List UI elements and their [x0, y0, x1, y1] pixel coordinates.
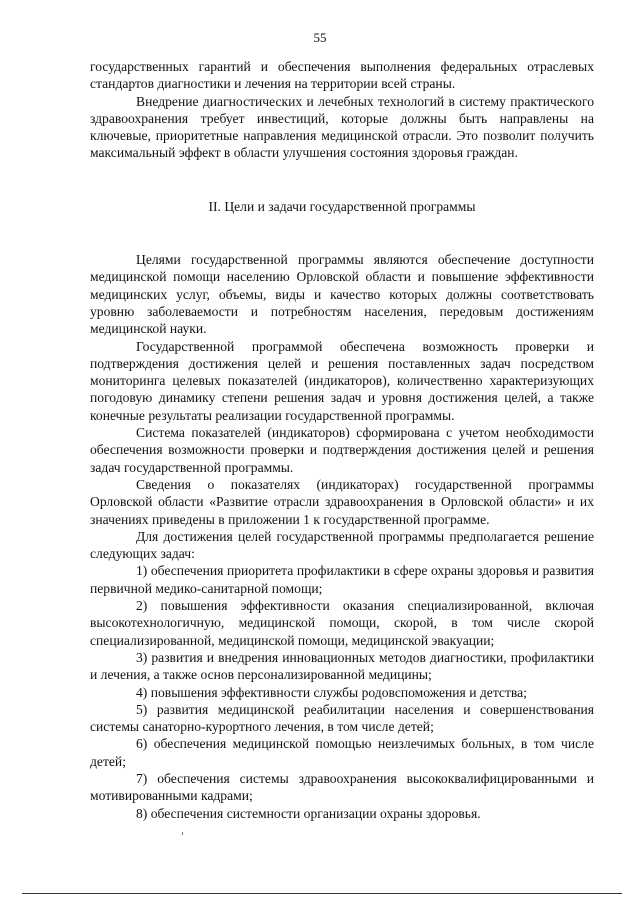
task-item: 3) развития и внедрения инновационных методов диагностики, профилактики и лечения, а также основ персонализированной медицины;: [90, 649, 594, 683]
paragraph: Внедрение диагностических и лечебных технологий в систему практического здравоохранения требует инвестиций, которые должны быть направлены на ключевые, приоритетные направления медицинской отрасли. Это позволит получить максимальный эффект в области улучшения состояния здоровья граждан.: [90, 93, 594, 161]
task-item: 6) обеспечения медицинской помощью неизлечимых больных, в том числе детей;: [90, 736, 594, 769]
paragraph: Целями государственной программы являются обеспечение доступности медицинской помощи населению Орловской области и повышение эффективности медицинских услуг, объемы, виды и качество которых должны соответствовать уровню заболеваемости и потребностям населения, передовым достижениям медицинской науки.: [90, 252, 594, 337]
document-body: [90, 58, 594, 822]
paragraph: государственных гарантий и обеспечения выполнения федеральных отраслевых стандартов диагностики и лечения на территории всей страны.: [90, 59, 594, 92]
paragraph: Система показателей (индикаторов) сформирована с учетом необходимости обеспечения возможности проверки и подтверждения достижения целей и решения задач государственной программы.: [90, 425, 594, 475]
task-item: 1) обеспечения приоритета профилактики в сфере охраны здоровья и развития первичной медико-санитарной помощи;: [90, 563, 594, 596]
paragraph: Для достижения целей государственной программы предполагается решение следующих задач:: [90, 528, 594, 562]
paragraph: Сведения о показателях (индикаторах) государственной программы Орловской области «Развитие отрасли здравоохранения в Орловской области» и их значениях приведены в приложении 1 к государственной программе.: [90, 476, 594, 527]
scan-mark: [182, 832, 183, 835]
page-bottom-rule: [22, 893, 622, 894]
section-heading: II. Цели и задачи государственной программы: [208, 198, 476, 214]
page-number: 55: [313, 30, 327, 45]
task-item: 2) повышения эффективности оказания специализированной, включая высокотехнологичную, медицинской помощи, скорой, в том числе скорой специализированной, медицинской помощи, медицинской эвакуации;: [90, 598, 594, 648]
task-item: 5) развития медицинской реабилитации населения и совершенствования системы санаторно-курортного лечения, в том числе детей;: [90, 701, 594, 735]
task-item: 4) повышения эффективности службы родовспоможения и детства;: [136, 684, 527, 700]
task-item: 8) обеспечения системности организации охраны здоровья.: [136, 805, 481, 821]
paragraph: Государственной программой обеспечена возможность проверки и подтверждения достижения целей и решения поставленных задач посредством мониторинга целевых показателей (индикаторов), количественно характеризующих погодовую динамику степени решения задач и уровня достижения целей, а также конечные результаты реализации государственной программы.: [90, 338, 594, 423]
task-item: 7) обеспечения системы здравоохранения высококвалифицированными и мотивированными кадрами;: [90, 770, 594, 804]
